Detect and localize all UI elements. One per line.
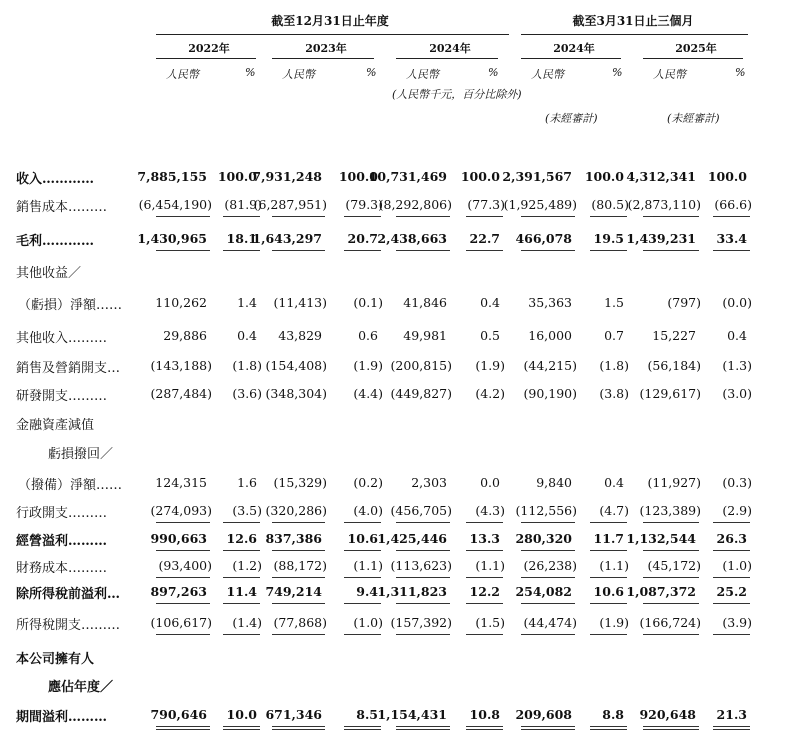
- cell-4-4: 41,846: [403, 295, 447, 310]
- cell-6-0: (143,188): [150, 358, 212, 373]
- row-label-0: 收入…………: [16, 172, 95, 187]
- cell-15-7: (1.9): [599, 615, 629, 630]
- cell-12-3: 10.6: [347, 531, 378, 546]
- group-header-quarter: 截至3月31日止三個月: [572, 14, 694, 28]
- cell-18-4: 1,154,431: [377, 707, 447, 722]
- cell-14-8: 1,087,372: [626, 584, 696, 599]
- unaudited-note-1: (未經審計): [667, 112, 720, 125]
- rule-18-1-amt: [272, 726, 325, 730]
- cell-15-2: (77,868): [273, 615, 327, 630]
- cell-2-5: 22.7: [469, 231, 500, 246]
- rule-13-3-amt: [521, 577, 575, 578]
- unaudited-note-0: (未經審計): [545, 112, 598, 125]
- cell-10-7: 0.4: [604, 475, 624, 490]
- cell-7-7: (3.8): [599, 386, 629, 401]
- cell-1-6: (1,925,489): [503, 197, 577, 212]
- rule-18-3-pct: [590, 726, 627, 730]
- cell-12-7: 11.7: [593, 531, 624, 546]
- rule-18-3-amt: [521, 726, 575, 730]
- cell-18-3: 8.5: [356, 707, 378, 722]
- cell-4-2: (11,413): [273, 295, 327, 310]
- rule-2-1-pct: [344, 250, 381, 251]
- cell-10-1: 1.6: [237, 475, 257, 490]
- cell-4-5: 0.4: [480, 295, 500, 310]
- cell-11-2: (320,286): [265, 503, 327, 518]
- rule-1-2-pct: [466, 216, 503, 217]
- row-label-17: 應佔年度／: [48, 680, 114, 695]
- rule-1-1-amt: [272, 216, 325, 217]
- rule-14-3-pct: [590, 603, 627, 604]
- cell-0-2: 7,931,248: [252, 169, 322, 184]
- cell-7-0: (287,484): [150, 386, 212, 401]
- cell-0-0: 7,885,155: [137, 169, 207, 184]
- cell-18-6: 209,608: [515, 707, 572, 722]
- cell-6-2: (154,408): [265, 358, 327, 373]
- cell-4-7: 1.5: [604, 295, 624, 310]
- cell-10-8: (11,927): [647, 475, 701, 490]
- rule-11-4-amt: [643, 522, 699, 523]
- rule-1-0-pct: [223, 216, 260, 217]
- rule-12-2-pct: [466, 550, 503, 551]
- cell-11-1: (3.5): [232, 503, 262, 518]
- cell-2-9: 33.4: [716, 231, 747, 246]
- rule-2-4-amt: [643, 250, 699, 251]
- cell-18-1: 10.0: [226, 707, 257, 722]
- rule-15-3-amt: [521, 634, 575, 635]
- row-label-15: 所得稅開支………: [16, 618, 121, 633]
- cell-2-8: 1,439,231: [626, 231, 696, 246]
- currency-label-3: 人民幣: [531, 68, 564, 81]
- pct-label-1: %: [366, 66, 377, 79]
- cell-5-2: 43,829: [278, 328, 322, 343]
- cell-18-9: 21.3: [716, 707, 747, 722]
- rule-12-2-amt: [396, 550, 450, 551]
- cell-10-0: 124,315: [155, 475, 207, 490]
- cell-15-0: (106,617): [150, 615, 212, 630]
- row-label-12: 經營溢利………: [16, 534, 108, 549]
- row-label-16: 本公司擁有人: [16, 652, 95, 667]
- cell-1-0: (6,454,190): [138, 197, 212, 212]
- cell-11-3: (4.0): [353, 503, 383, 518]
- cell-15-9: (3.9): [722, 615, 752, 630]
- rule-14-1-pct: [344, 603, 381, 604]
- rule-12-1-amt: [272, 550, 325, 551]
- cell-7-6: (90,190): [523, 386, 577, 401]
- cell-10-5: 0.0: [480, 475, 500, 490]
- cell-2-2: 1,643,297: [252, 231, 322, 246]
- cell-1-7: (80.5): [591, 197, 629, 212]
- cell-14-4: 1,311,823: [377, 584, 447, 599]
- cell-13-7: (1.1): [599, 558, 629, 573]
- row-label-4: （虧損）淨額……: [18, 298, 123, 313]
- rule-15-2-amt: [396, 634, 450, 635]
- rule-14-4-amt: [643, 603, 699, 604]
- cell-4-1: 1.4: [237, 295, 257, 310]
- cell-11-6: (112,556): [515, 503, 577, 518]
- cell-13-6: (26,238): [523, 558, 577, 573]
- rule-11-2-pct: [466, 522, 503, 523]
- rule-18-0-pct: [223, 726, 260, 730]
- row-label-18: 期間溢利………: [16, 710, 108, 725]
- rule-2-0-amt: [156, 250, 210, 251]
- cell-18-0: 790,646: [150, 707, 207, 722]
- cell-5-4: 49,981: [403, 328, 447, 343]
- rule-1-2-amt: [396, 216, 450, 217]
- cell-15-1: (1.4): [232, 615, 262, 630]
- cell-14-6: 254,082: [515, 584, 572, 599]
- rule-12-0-amt: [156, 550, 210, 551]
- cell-7-5: (4.2): [475, 386, 505, 401]
- cell-12-8: 1,132,544: [626, 531, 696, 546]
- cell-2-1: 18.1: [226, 231, 257, 246]
- rule-12-4-amt: [643, 550, 699, 551]
- rule-12-3-amt: [521, 550, 575, 551]
- rule-13-2-amt: [396, 577, 450, 578]
- cell-13-2: (88,172): [273, 558, 327, 573]
- row-label-9: 虧損撥回／: [48, 447, 114, 462]
- cell-13-4: (113,623): [390, 558, 452, 573]
- cell-7-3: (4.4): [353, 386, 383, 401]
- rule-15-1-amt: [272, 634, 325, 635]
- rule-14-2-amt: [396, 603, 450, 604]
- rule-11-0-pct: [223, 522, 260, 523]
- cell-11-5: (4.3): [475, 503, 505, 518]
- cell-18-5: 10.8: [469, 707, 500, 722]
- row-label-6: 銷售及營銷開支…: [16, 361, 121, 376]
- cell-15-3: (1.0): [353, 615, 383, 630]
- currency-label-4: 人民幣: [653, 68, 686, 81]
- rule-18-4-amt: [643, 726, 699, 730]
- rule-2-0-pct: [223, 250, 260, 251]
- cell-13-9: (1.0): [722, 558, 752, 573]
- pct-label-4: %: [735, 66, 746, 79]
- row-label-10: （撥備）淨額……: [18, 478, 123, 493]
- year-header-2: 2024年: [429, 42, 471, 55]
- rule-2-1-amt: [272, 250, 325, 251]
- cell-2-3: 20.7: [347, 231, 378, 246]
- rule-15-0-amt: [156, 634, 210, 635]
- rule-2-3-amt: [521, 250, 575, 251]
- rule-12-3-pct: [590, 550, 627, 551]
- year-header-4: 2025年: [675, 42, 717, 55]
- cell-0-8: 4,312,341: [626, 169, 696, 184]
- cell-0-7: 100.0: [584, 169, 624, 184]
- cell-10-3: (0.2): [353, 475, 383, 490]
- cell-13-5: (1.1): [475, 558, 505, 573]
- rule-13-3-pct: [590, 577, 627, 578]
- cell-10-9: (0.3): [722, 475, 752, 490]
- cell-12-9: 26.3: [716, 531, 747, 546]
- cell-15-4: (157,392): [390, 615, 452, 630]
- rule-13-1-pct: [344, 577, 381, 578]
- cell-2-4: 2,438,663: [377, 231, 447, 246]
- rule-15-4-pct: [713, 634, 750, 635]
- cell-11-7: (4.7): [599, 503, 629, 518]
- rule-13-0-amt: [156, 577, 210, 578]
- year-header-3: 2024年: [553, 42, 595, 55]
- year-header-rule-0: [156, 58, 256, 59]
- currency-label-1: 人民幣: [282, 68, 315, 81]
- cell-1-4: (8,292,806): [378, 197, 452, 212]
- rule-14-3-amt: [521, 603, 575, 604]
- rule-14-0-pct: [223, 603, 260, 604]
- rule-2-4-pct: [713, 250, 750, 251]
- cell-4-8: (797): [667, 295, 701, 310]
- row-label-3: 其他收益／: [16, 266, 82, 281]
- rule-18-2-amt: [396, 726, 450, 730]
- rule-2-2-pct: [466, 250, 503, 251]
- cell-14-3: 9.4: [356, 584, 378, 599]
- cell-14-1: 11.4: [226, 584, 257, 599]
- rule-12-4-pct: [713, 550, 750, 551]
- cell-2-0: 1,430,965: [137, 231, 207, 246]
- row-label-13: 財務成本………: [16, 561, 108, 576]
- rule-15-1-pct: [344, 634, 381, 635]
- cell-6-3: (1.9): [353, 358, 383, 373]
- cell-7-4: (449,827): [390, 386, 452, 401]
- cell-13-0: (93,400): [158, 558, 212, 573]
- cell-14-5: 12.2: [469, 584, 500, 599]
- cell-12-5: 13.3: [469, 531, 500, 546]
- rule-11-1-pct: [344, 522, 381, 523]
- group-header-quarter-rule: [521, 34, 748, 35]
- rule-1-1-pct: [344, 216, 381, 217]
- group-header-years: 截至12月31日止年度: [271, 14, 389, 28]
- cell-11-0: (274,093): [150, 503, 212, 518]
- rule-13-1-amt: [272, 577, 325, 578]
- rule-1-0-amt: [156, 216, 210, 217]
- cell-5-9: 0.4: [727, 328, 747, 343]
- cell-5-0: 29,886: [163, 328, 207, 343]
- cell-0-4: 10,731,469: [368, 169, 447, 184]
- rule-2-3-pct: [590, 250, 627, 251]
- rule-15-4-amt: [643, 634, 699, 635]
- rule-12-1-pct: [344, 550, 381, 551]
- pct-label-0: %: [245, 66, 256, 79]
- year-header-rule-2: [396, 58, 498, 59]
- row-label-11: 行政開支………: [16, 506, 108, 521]
- cell-6-9: (1.3): [722, 358, 752, 373]
- cell-10-2: (15,329): [273, 475, 327, 490]
- pct-label-2: %: [488, 66, 499, 79]
- cell-14-9: 25.2: [716, 584, 747, 599]
- cell-1-5: (77.3): [467, 197, 505, 212]
- cell-15-5: (1.5): [475, 615, 505, 630]
- rule-1-3-pct: [590, 216, 627, 217]
- cell-14-2: 749,214: [265, 584, 322, 599]
- cell-5-8: 15,227: [652, 328, 696, 343]
- rule-14-0-amt: [156, 603, 210, 604]
- rule-14-1-amt: [272, 603, 325, 604]
- cell-5-5: 0.5: [480, 328, 500, 343]
- currency-label-2: 人民幣: [406, 68, 439, 81]
- cell-1-2: (6,287,951): [253, 197, 327, 212]
- cell-12-4: 1,425,446: [377, 531, 447, 546]
- rule-12-0-pct: [223, 550, 260, 551]
- cell-10-6: 9,840: [536, 475, 572, 490]
- cell-10-4: 2,303: [411, 475, 447, 490]
- cell-5-6: 16,000: [528, 328, 572, 343]
- cell-6-5: (1.9): [475, 358, 505, 373]
- cell-18-7: 8.8: [602, 707, 624, 722]
- unit-note: (人民幣千元，百分比除外): [392, 88, 522, 101]
- cell-15-8: (166,724): [639, 615, 701, 630]
- cell-4-9: (0.0): [722, 295, 752, 310]
- rule-11-1-amt: [272, 522, 325, 523]
- cell-12-1: 12.6: [226, 531, 257, 546]
- rule-13-2-pct: [466, 577, 503, 578]
- rule-15-2-pct: [466, 634, 503, 635]
- rule-15-0-pct: [223, 634, 260, 635]
- year-header-rule-4: [643, 58, 743, 59]
- cell-11-9: (2.9): [722, 503, 752, 518]
- cell-1-9: (66.6): [714, 197, 752, 212]
- cell-11-4: (456,705): [390, 503, 452, 518]
- cell-4-0: 110,262: [155, 295, 207, 310]
- cell-7-8: (129,617): [639, 386, 701, 401]
- year-header-rule-1: [272, 58, 374, 59]
- rule-11-0-amt: [156, 522, 210, 523]
- cell-12-2: 837,386: [265, 531, 322, 546]
- cell-5-1: 0.4: [237, 328, 257, 343]
- currency-label-0: 人民幣: [166, 68, 199, 81]
- cell-11-8: (123,389): [639, 503, 701, 518]
- cell-6-7: (1.8): [599, 358, 629, 373]
- rule-11-2-amt: [396, 522, 450, 523]
- cell-1-8: (2,873,110): [627, 197, 701, 212]
- row-label-5: 其他收入………: [16, 331, 108, 346]
- cell-4-3: (0.1): [353, 295, 383, 310]
- row-label-2: 毛利…………: [16, 234, 95, 249]
- row-label-7: 研發開支………: [16, 389, 108, 404]
- rule-18-2-pct: [466, 726, 503, 730]
- year-header-rule-3: [521, 58, 621, 59]
- cell-0-6: 2,391,567: [502, 169, 572, 184]
- cell-18-8: 920,648: [639, 707, 696, 722]
- cell-14-0: 897,263: [150, 584, 207, 599]
- cell-15-6: (44,474): [523, 615, 577, 630]
- cell-0-9: 100.0: [707, 169, 747, 184]
- cell-13-8: (45,172): [647, 558, 701, 573]
- rule-13-4-pct: [713, 577, 750, 578]
- cell-5-7: 0.7: [604, 328, 624, 343]
- rule-18-1-pct: [344, 726, 381, 730]
- cell-12-0: 990,663: [150, 531, 207, 546]
- row-label-8: 金融資產減值: [16, 418, 95, 433]
- cell-6-6: (44,215): [523, 358, 577, 373]
- cell-4-6: 35,363: [528, 295, 572, 310]
- rule-1-4-amt: [643, 216, 699, 217]
- cell-1-1: (81.9): [224, 197, 262, 212]
- cell-14-7: 10.6: [593, 584, 624, 599]
- cell-5-3: 0.6: [358, 328, 378, 343]
- cell-2-6: 466,078: [515, 231, 572, 246]
- rule-18-4-pct: [713, 726, 750, 730]
- rule-13-4-amt: [643, 577, 699, 578]
- cell-7-2: (348,304): [265, 386, 327, 401]
- rule-11-3-amt: [521, 522, 575, 523]
- cell-18-2: 671,346: [265, 707, 322, 722]
- cell-6-4: (200,815): [390, 358, 452, 373]
- rule-1-3-amt: [521, 216, 575, 217]
- row-label-1: 銷售成本………: [16, 200, 108, 215]
- cell-1-3: (79.3): [345, 197, 383, 212]
- cell-0-3: 100.0: [338, 169, 378, 184]
- row-label-14: 除所得稅前溢利…: [16, 587, 121, 602]
- cell-0-1: 100.0: [217, 169, 257, 184]
- rule-1-4-pct: [713, 216, 750, 217]
- cell-6-1: (1.8): [232, 358, 262, 373]
- cell-7-9: (3.0): [722, 386, 752, 401]
- rule-13-0-pct: [223, 577, 260, 578]
- year-header-0: 2022年: [188, 42, 230, 55]
- cell-12-6: 280,320: [515, 531, 572, 546]
- cell-2-7: 19.5: [593, 231, 624, 246]
- pct-label-3: %: [612, 66, 623, 79]
- cell-13-3: (1.1): [353, 558, 383, 573]
- rule-14-2-pct: [466, 603, 503, 604]
- rule-14-4-pct: [713, 603, 750, 604]
- group-header-years-rule: [156, 34, 509, 35]
- rule-18-0-amt: [156, 726, 210, 730]
- rule-11-4-pct: [713, 522, 750, 523]
- rule-15-3-pct: [590, 634, 627, 635]
- cell-7-1: (3.6): [232, 386, 262, 401]
- year-header-1: 2023年: [305, 42, 347, 55]
- rule-2-2-amt: [396, 250, 450, 251]
- cell-6-8: (56,184): [647, 358, 701, 373]
- cell-13-1: (1.2): [232, 558, 262, 573]
- rule-11-3-pct: [590, 522, 627, 523]
- cell-0-5: 100.0: [460, 169, 500, 184]
